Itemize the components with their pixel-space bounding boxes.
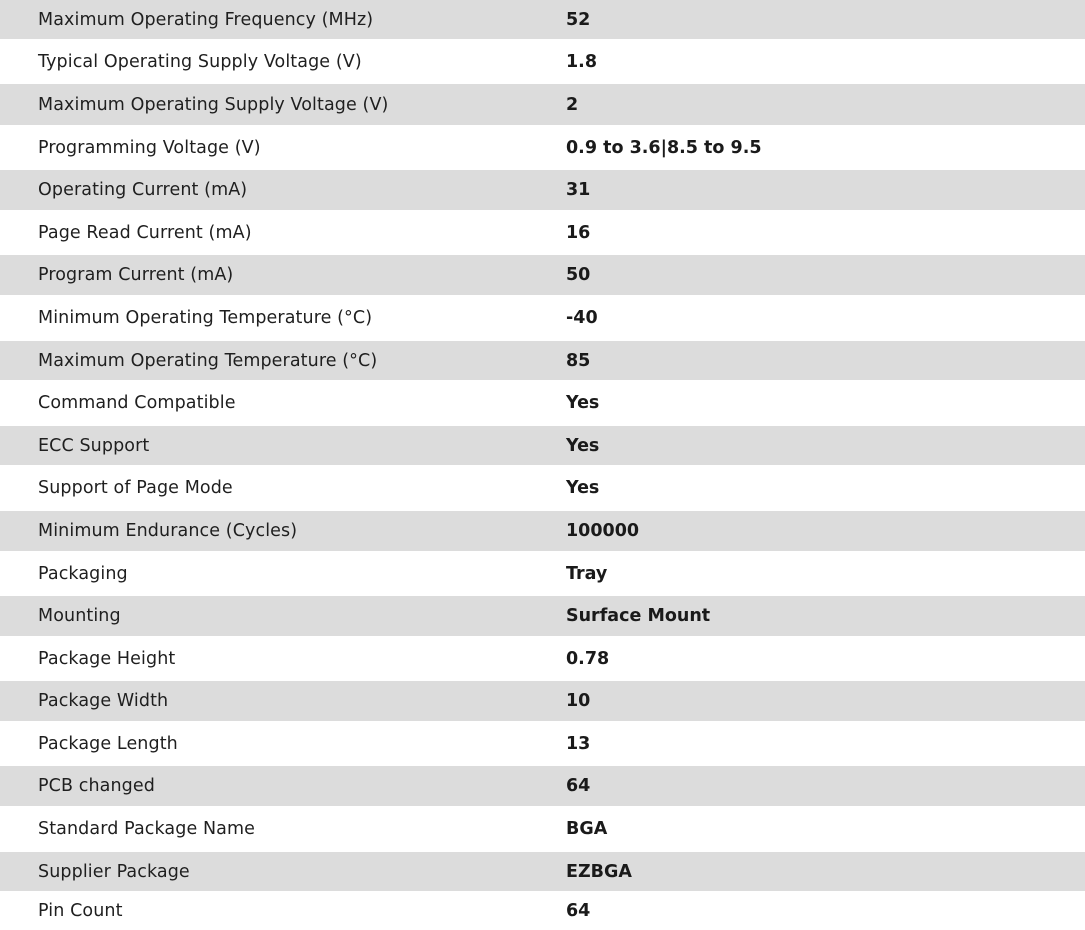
spec-label: Pin Count bbox=[38, 900, 123, 921]
spec-label: Programming Voltage (V) bbox=[38, 137, 261, 158]
spec-row bbox=[0, 255, 1085, 295]
spec-value: 2 bbox=[566, 94, 579, 115]
spec-label: Page Read Current (mA) bbox=[38, 222, 252, 243]
spec-value: Surface Mount bbox=[566, 606, 711, 626]
spec-label: Command Compatible bbox=[38, 393, 236, 413]
spec-row bbox=[0, 806, 1085, 852]
spec-value: 64 bbox=[566, 900, 591, 921]
spec-row bbox=[0, 511, 1085, 551]
spec-row bbox=[0, 465, 1085, 511]
spec-value: 10 bbox=[566, 691, 591, 711]
spec-value: Yes bbox=[566, 435, 600, 456]
spec-value: 13 bbox=[566, 733, 591, 754]
spec-row bbox=[0, 596, 1085, 636]
spec-label: PCB changed bbox=[38, 776, 155, 796]
spec-row bbox=[0, 681, 1085, 721]
spec-value: 50 bbox=[566, 265, 591, 285]
spec-label: Maximum Operating Frequency (MHz) bbox=[38, 9, 374, 30]
spec-value: BGA bbox=[566, 819, 608, 839]
spec-row bbox=[0, 852, 1085, 891]
spec-label: Program Current (mA) bbox=[38, 265, 234, 285]
spec-label: Maximum Operating Temperature (°C) bbox=[38, 350, 378, 371]
spec-row bbox=[0, 0, 1085, 39]
spec-value: Yes bbox=[566, 393, 600, 413]
spec-value: 0.9 to 3.6|8.5 to 9.5 bbox=[566, 137, 762, 158]
spec-row bbox=[0, 39, 1085, 84]
spec-label: Package Height bbox=[38, 648, 176, 669]
spec-row bbox=[0, 721, 1085, 766]
spec-value: EZBGA bbox=[566, 861, 632, 882]
spec-label: Maximum Operating Supply Voltage (V) bbox=[38, 94, 389, 115]
spec-row bbox=[0, 84, 1085, 125]
spec-label: Package Length bbox=[38, 733, 178, 754]
spec-value: Yes bbox=[566, 478, 600, 498]
spec-row bbox=[0, 170, 1085, 210]
spec-value: Tray bbox=[566, 563, 608, 584]
spec-label: Supplier Package bbox=[38, 861, 190, 882]
spec-value: 85 bbox=[566, 350, 591, 371]
spec-label: Mounting bbox=[38, 606, 121, 626]
spec-row bbox=[0, 341, 1085, 380]
spec-label: Standard Package Name bbox=[38, 819, 256, 839]
spec-row bbox=[0, 551, 1085, 596]
spec-row bbox=[0, 891, 1085, 930]
spec-value: 64 bbox=[566, 776, 591, 796]
spec-label: Minimum Endurance (Cycles) bbox=[38, 521, 298, 541]
spec-row bbox=[0, 295, 1085, 341]
spec-label: Minimum Operating Temperature (°C) bbox=[38, 308, 373, 328]
spec-row bbox=[0, 380, 1085, 426]
spec-row bbox=[0, 210, 1085, 255]
spec-row bbox=[0, 426, 1085, 465]
spec-label: Typical Operating Supply Voltage (V) bbox=[38, 51, 362, 72]
spec-value: 1.8 bbox=[566, 51, 598, 72]
spec-value: -40 bbox=[566, 308, 598, 328]
spec-label: ECC Support bbox=[38, 435, 150, 456]
spec-label: Operating Current (mA) bbox=[38, 180, 248, 200]
spec-value: 16 bbox=[566, 222, 591, 243]
spec-label: Packaging bbox=[38, 563, 128, 584]
spec-value: 0.78 bbox=[566, 648, 610, 669]
spec-value: 31 bbox=[566, 180, 591, 200]
spec-row bbox=[0, 125, 1085, 170]
spec-label: Package Width bbox=[38, 691, 169, 711]
spec-row bbox=[0, 766, 1085, 806]
spec-value: 100000 bbox=[566, 521, 640, 541]
spec-row bbox=[0, 636, 1085, 681]
spec-label: Support of Page Mode bbox=[38, 478, 233, 498]
spec-value: 52 bbox=[566, 9, 591, 30]
